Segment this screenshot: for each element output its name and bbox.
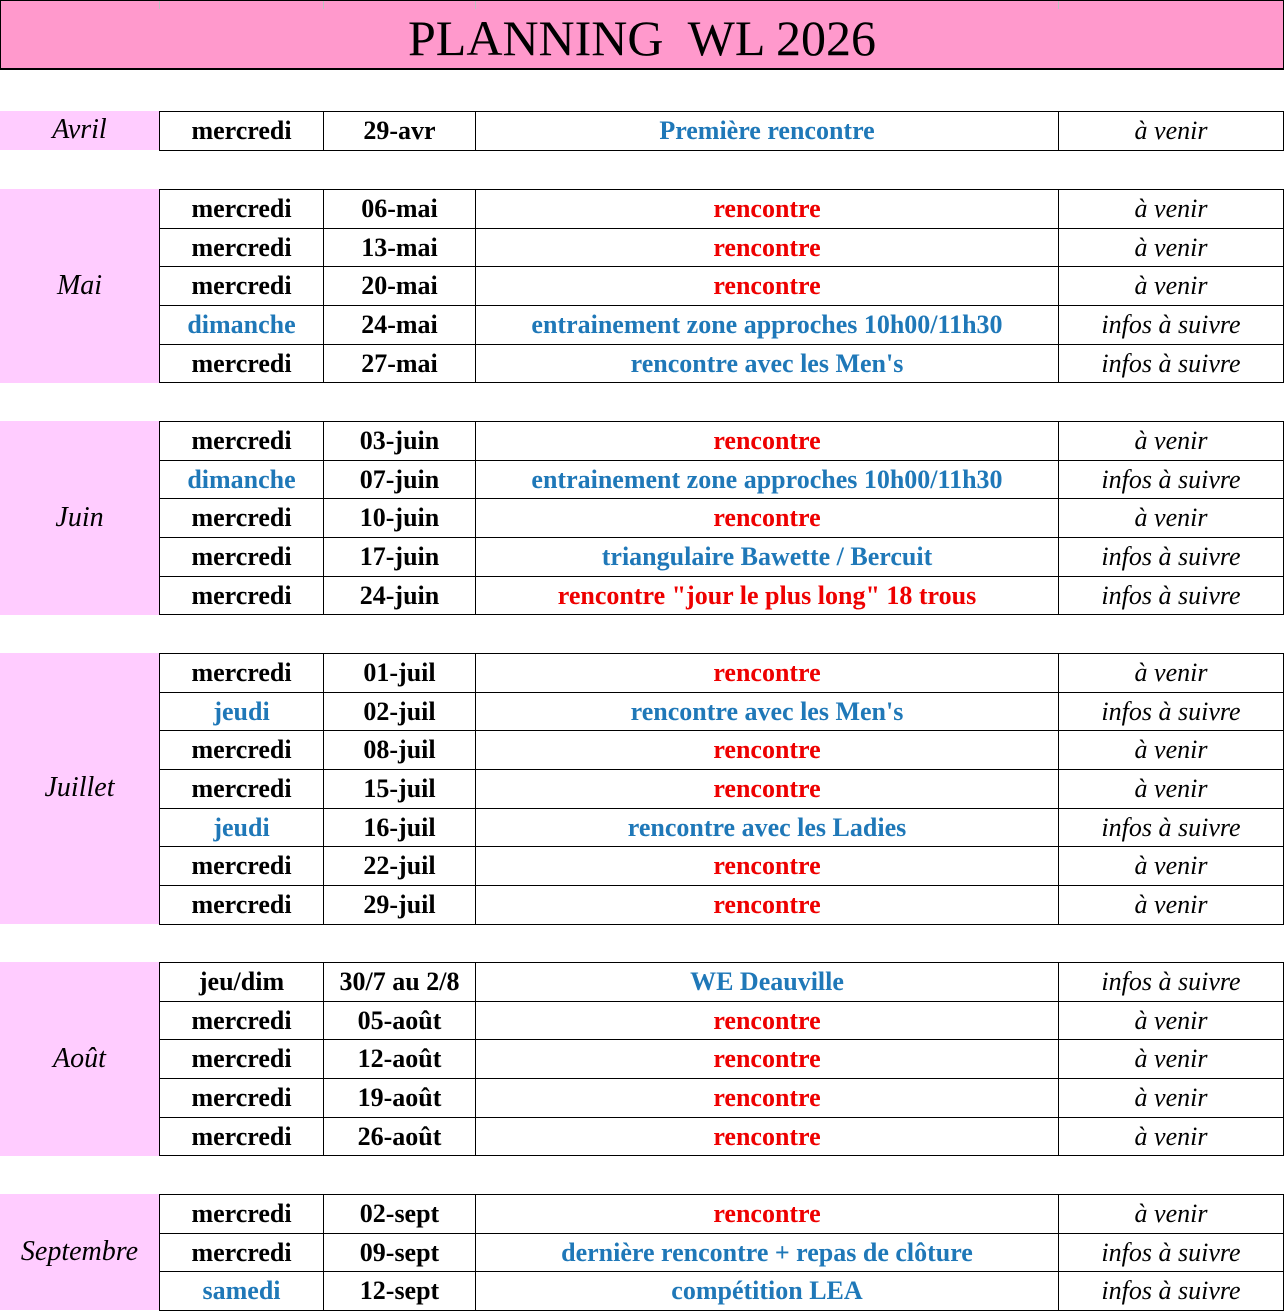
event-cell: rencontre <box>476 886 1059 924</box>
day-cell: mercredi <box>160 1234 324 1272</box>
day-cell: mercredi <box>160 345 324 383</box>
date-cell: 16-juil <box>324 809 476 847</box>
event-cell: entrainement zone approches 10h00/11h30 <box>476 461 1059 499</box>
date-cell: 30/7 au 2/8 <box>324 963 476 1001</box>
event-cell: WE Deauville <box>476 963 1059 1001</box>
table-row <box>160 499 1283 538</box>
status-cell: à venir <box>1134 425 1208 455</box>
event-cell: triangulaire Bawette / Bercuit <box>476 538 1059 576</box>
month-section <box>0 111 1286 150</box>
status-cell: à venir <box>1134 735 1208 765</box>
column-tick <box>475 1 476 9</box>
table-row <box>160 731 1283 770</box>
event-cell: entrainement zone approches 10h00/11h30 <box>476 306 1059 344</box>
day-cell: mercredi <box>160 1195 324 1233</box>
day-cell: mercredi <box>160 499 324 537</box>
status-cell: infos à suivre <box>1101 309 1241 339</box>
table-row <box>160 1002 1283 1041</box>
table-row <box>160 1040 1283 1079</box>
status-cell: à venir <box>1134 115 1208 145</box>
month-label: Avril <box>0 111 159 150</box>
table-row <box>160 1234 1283 1273</box>
table-row <box>160 809 1283 848</box>
day-cell: mercredi <box>160 538 324 576</box>
status-cell: infos à suivre <box>1101 966 1241 996</box>
page-title-banner <box>0 0 1284 70</box>
table-row <box>160 538 1283 577</box>
date-cell: 29-avr <box>324 112 476 150</box>
day-cell: mercredi <box>160 112 324 150</box>
date-cell: 17-juin <box>324 538 476 576</box>
status-cell: à venir <box>1134 1005 1208 1035</box>
event-cell: rencontre <box>476 499 1059 537</box>
month-rows <box>159 962 1284 1156</box>
date-cell: 29-juil <box>324 886 476 924</box>
event-cell: rencontre <box>476 1040 1059 1078</box>
date-cell: 08-juil <box>324 731 476 769</box>
table-row <box>160 963 1283 1002</box>
status-cell: infos à suivre <box>1101 1276 1241 1306</box>
month-label: Août <box>0 962 159 1156</box>
date-cell: 01-juil <box>324 654 476 692</box>
day-cell: dimanche <box>160 306 324 344</box>
event-cell: rencontre <box>476 190 1059 228</box>
month-rows <box>159 111 1284 151</box>
status-cell: à venir <box>1134 773 1208 803</box>
status-cell: à venir <box>1134 271 1208 301</box>
status-cell: à venir <box>1134 1198 1208 1228</box>
table-row <box>160 1272 1283 1311</box>
date-cell: 19-août <box>324 1079 476 1117</box>
event-cell: rencontre <box>476 1079 1059 1117</box>
event-cell: compétition LEA <box>476 1272 1059 1310</box>
day-cell: jeu/dim <box>160 963 324 1001</box>
event-cell: rencontre <box>476 422 1059 460</box>
event-cell: rencontre <box>476 267 1059 305</box>
table-row <box>160 229 1283 268</box>
day-cell: mercredi <box>160 1002 324 1040</box>
month-section <box>0 653 1286 924</box>
table-row <box>160 847 1283 886</box>
month-section <box>0 189 1286 383</box>
day-cell: mercredi <box>160 654 324 692</box>
date-cell: 03-juin <box>324 422 476 460</box>
event-cell: rencontre <box>476 1002 1059 1040</box>
date-cell: 24-juin <box>324 577 476 615</box>
month-rows <box>159 1194 1284 1311</box>
event-cell: rencontre <box>476 1195 1059 1233</box>
table-row <box>160 267 1283 306</box>
date-cell: 24-mai <box>324 306 476 344</box>
table-row <box>160 1079 1283 1118</box>
day-cell: mercredi <box>160 422 324 460</box>
status-cell: à venir <box>1134 889 1208 919</box>
event-cell: rencontre <box>476 847 1059 885</box>
status-cell: infos à suivre <box>1101 580 1241 610</box>
day-cell: jeudi <box>160 809 324 847</box>
day-cell: mercredi <box>160 267 324 305</box>
date-cell: 10-juin <box>324 499 476 537</box>
event-cell: rencontre avec les Men's <box>476 345 1059 383</box>
day-cell: mercredi <box>160 847 324 885</box>
status-cell: à venir <box>1134 1044 1208 1074</box>
status-cell: à venir <box>1134 1082 1208 1112</box>
day-cell: dimanche <box>160 461 324 499</box>
column-tick <box>1058 1 1059 9</box>
day-cell: mercredi <box>160 1118 324 1156</box>
day-cell: mercredi <box>160 770 324 808</box>
month-label: Septembre <box>0 1194 159 1310</box>
day-cell: mercredi <box>160 1079 324 1117</box>
table-row <box>160 306 1283 345</box>
table-row <box>160 1195 1283 1234</box>
month-rows <box>159 421 1284 615</box>
status-cell: infos à suivre <box>1101 1237 1241 1267</box>
status-cell: à venir <box>1134 657 1208 687</box>
event-cell: Première rencontre <box>476 112 1059 150</box>
date-cell: 07-juin <box>324 461 476 499</box>
table-row <box>160 422 1283 461</box>
day-cell: mercredi <box>160 190 324 228</box>
month-rows <box>159 189 1284 383</box>
event-cell: dernière rencontre + repas de clôture <box>476 1234 1059 1272</box>
day-cell: samedi <box>160 1272 324 1310</box>
date-cell: 15-juil <box>324 770 476 808</box>
day-cell: mercredi <box>160 577 324 615</box>
status-cell: à venir <box>1134 1121 1208 1151</box>
date-cell: 09-sept <box>324 1234 476 1272</box>
table-row <box>160 577 1283 616</box>
month-section <box>0 421 1286 615</box>
table-row <box>160 1118 1283 1157</box>
month-section <box>0 962 1286 1156</box>
event-cell: rencontre <box>476 229 1059 267</box>
date-cell: 20-mai <box>324 267 476 305</box>
event-cell: rencontre <box>476 1118 1059 1156</box>
day-cell: mercredi <box>160 229 324 267</box>
date-cell: 27-mai <box>324 345 476 383</box>
status-cell: infos à suivre <box>1101 348 1241 378</box>
table-row <box>160 886 1283 925</box>
month-label: Juillet <box>0 653 159 924</box>
event-cell: rencontre "jour le plus long" 18 trous <box>476 577 1059 615</box>
month-rows <box>159 653 1284 925</box>
event-cell: rencontre <box>476 654 1059 692</box>
table-row <box>160 770 1283 809</box>
day-cell: mercredi <box>160 731 324 769</box>
month-label: Juin <box>0 421 159 615</box>
table-row <box>160 345 1283 384</box>
status-cell: infos à suivre <box>1101 812 1241 842</box>
status-cell: à venir <box>1134 232 1208 262</box>
event-cell: rencontre avec les Ladies <box>476 809 1059 847</box>
status-cell: infos à suivre <box>1101 541 1241 571</box>
month-section <box>0 1194 1286 1310</box>
date-cell: 06-mai <box>324 190 476 228</box>
table-row <box>160 654 1283 693</box>
date-cell: 13-mai <box>324 229 476 267</box>
event-cell: rencontre <box>476 770 1059 808</box>
table-row <box>160 461 1283 500</box>
page-title: PLANNING WL 2026 <box>407 9 877 66</box>
table-row <box>160 190 1283 229</box>
table-row <box>160 112 1283 151</box>
table-row <box>160 693 1283 732</box>
date-cell: 05-août <box>324 1002 476 1040</box>
event-cell: rencontre avec les Men's <box>476 693 1059 731</box>
status-cell: infos à suivre <box>1101 464 1241 494</box>
column-tick <box>323 1 324 9</box>
day-cell: jeudi <box>160 693 324 731</box>
column-tick <box>159 1 160 9</box>
date-cell: 02-sept <box>324 1195 476 1233</box>
event-cell: rencontre <box>476 731 1059 769</box>
date-cell: 12-août <box>324 1040 476 1078</box>
status-cell: infos à suivre <box>1101 696 1241 726</box>
month-label: Mai <box>0 189 159 383</box>
date-cell: 02-juil <box>324 693 476 731</box>
day-cell: mercredi <box>160 1040 324 1078</box>
day-cell: mercredi <box>160 886 324 924</box>
date-cell: 26-août <box>324 1118 476 1156</box>
date-cell: 22-juil <box>324 847 476 885</box>
status-cell: à venir <box>1134 503 1208 533</box>
status-cell: à venir <box>1134 193 1208 223</box>
date-cell: 12-sept <box>324 1272 476 1310</box>
status-cell: à venir <box>1134 851 1208 881</box>
